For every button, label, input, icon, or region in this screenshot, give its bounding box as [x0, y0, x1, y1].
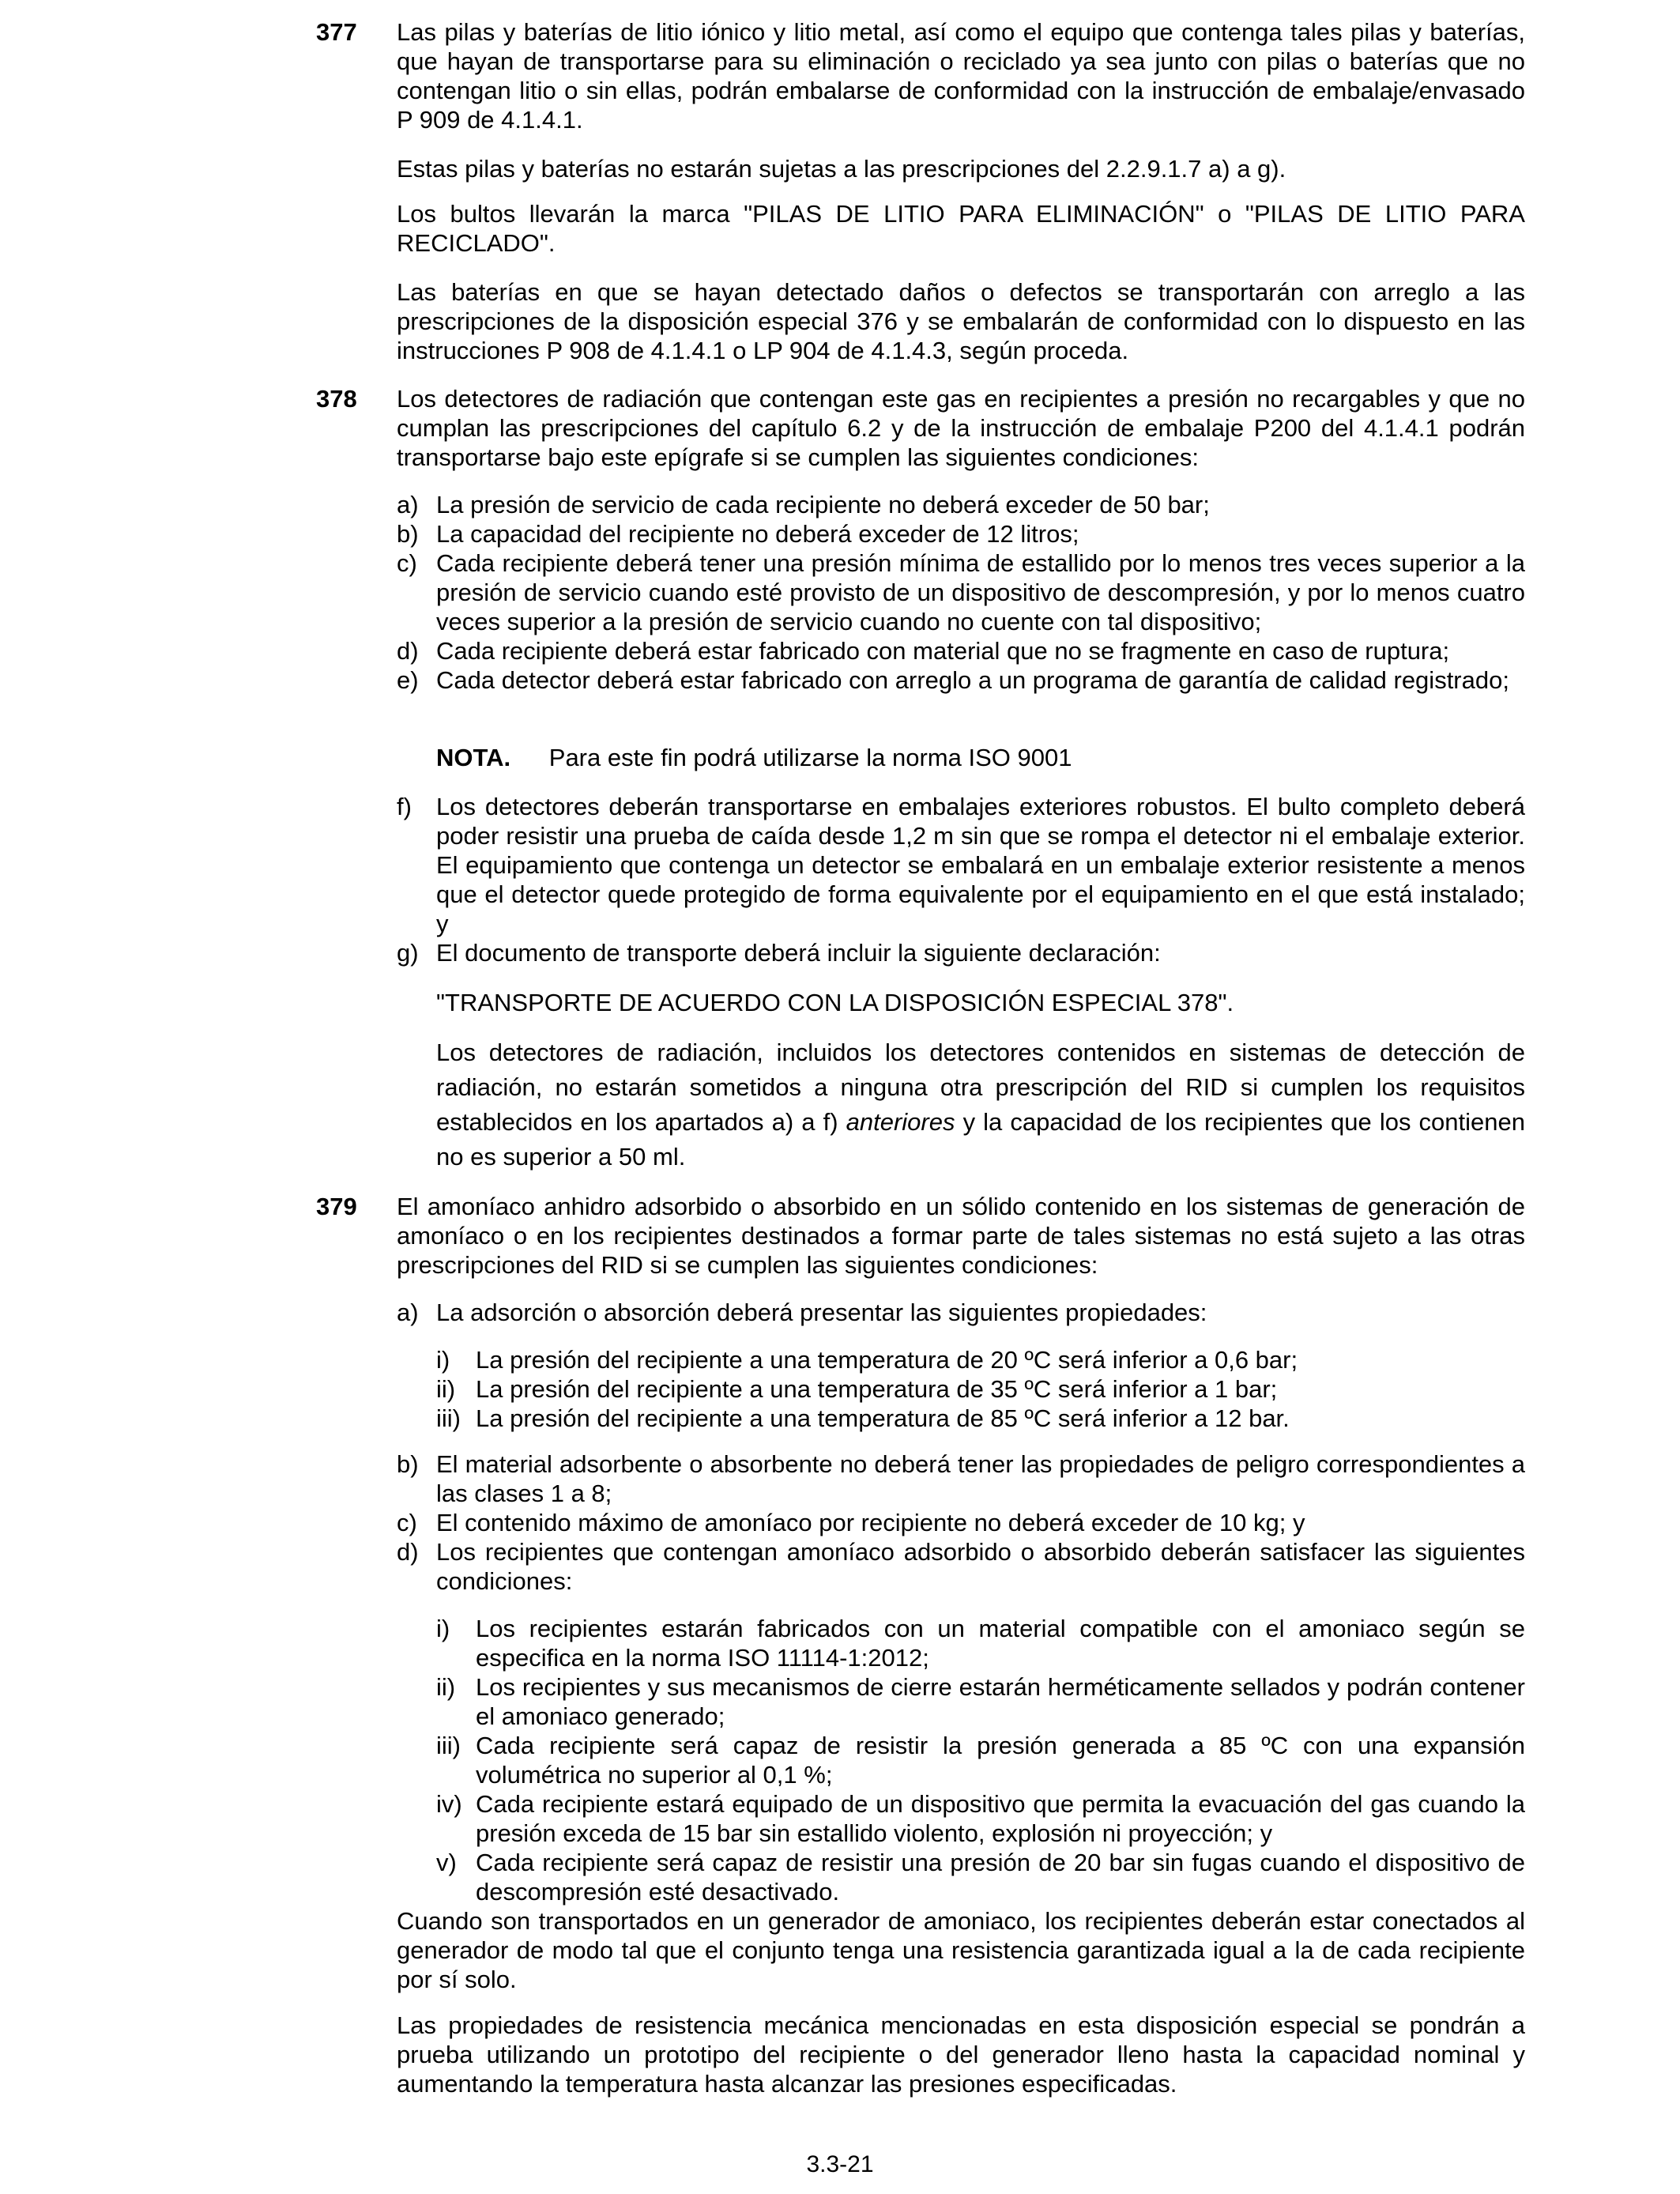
list-item-label: c) [397, 549, 417, 577]
list-item [397, 938, 1525, 967]
paragraph: Los bultos llevarán la marca "PILAS DE LITIO PARA ELIMINACIÓN" o "PILAS DE LITIO PARA RECICLADO". [397, 200, 1525, 257]
provision-378-list-2 [397, 792, 1525, 967]
closing-text: y la capacidad de los recipientes que los contienen no es superior a 50 ml. [436, 1108, 1525, 1171]
list-item [397, 1508, 1525, 1537]
list-item [397, 1449, 1525, 1508]
paragraph: El amoníaco anhidro adsorbido o absorbido en un sólido contenido en los sistemas de generación de amoníaco o en los recipientes destinados a formar parte de tales sistemas no está sujeto a las otras prescripciones del RID si se cumplen las siguientes condiciones: [397, 1193, 1525, 1279]
sub-list-item-text: La presión del recipiente a una temperatura de 35 ºC será inferior a 1 bar; [476, 1375, 1278, 1403]
sub-list-item [436, 1848, 1525, 1906]
provision-379-generator-paragraph [397, 1906, 1525, 1994]
provision-377-para-1 [397, 17, 1525, 134]
list-item [397, 1298, 1525, 1327]
list-item-text: La adsorción o absorción deberá presentar las siguientes propiedades: [436, 1299, 1207, 1326]
sub-list-item [436, 1374, 1525, 1404]
list-item-text: La presión de servicio de cada recipiente no deberá exceder de 50 bar; [436, 491, 1210, 518]
sub-list-item-label: ii) [436, 1375, 456, 1403]
closing-text: Los detectores de radiación, incluidos los detectores contenidos en sistemas de detección de radiación, no estarán sometidos a ninguna otra prescripción del RID si cumplen los requisitos establecidos en los apartados a) a f) [436, 1039, 1525, 1136]
sub-list-item-label: iii) [436, 1404, 461, 1432]
sub-list-item-label: i) [436, 1615, 450, 1642]
provision-377-para-3 [397, 199, 1525, 258]
list-item [397, 1537, 1525, 1596]
provision-379-d-sublist [436, 1614, 1525, 1906]
sub-list-item-text: Cada recipiente será capaz de resistir una presión de 20 bar sin fugas cuando el dispositivo de descompresión esté desactivado. [476, 1849, 1525, 1906]
paragraph: Los detectores de radiación que contengan este gas en recipientes a presión no recargables y que no cumplan las prescripciones del capítulo 6.2 y de la instrucción de embalaje P200 del 4.1.4.1 podrán transportarse bajo este epígrafe si se cumplen las siguientes condiciones: [397, 385, 1525, 471]
provision-379-final-paragraph [397, 2011, 1525, 2098]
list-item-text: Cada detector deberá estar fabricado con arreglo a un programa de garantía de calidad registrado; [436, 666, 1509, 694]
paragraph: Las baterías en que se hayan detectado daños o defectos se transportarán con arreglo a las prescripciones de la disposición especial 376 y se embalarán de conformidad con lo dispuesto en las instrucciones P 908 de 4.1.4.1 o LP 904 de 4.1.4.3, según proceda. [397, 278, 1525, 364]
sub-list-item-label: iv) [436, 1790, 462, 1818]
sub-list-item [436, 1789, 1525, 1848]
sub-list-item-label: v) [436, 1849, 457, 1876]
sub-list-item [436, 1345, 1525, 1374]
provision-number-377: 377 [316, 18, 357, 46]
provision-379-a-sublist [436, 1345, 1525, 1433]
sub-list-item [436, 1731, 1525, 1789]
provision-377-para-2 [397, 154, 1525, 183]
nota-label: NOTA. [436, 744, 511, 771]
list-item-label: d) [397, 1538, 419, 1566]
provision-379-intro [397, 1192, 1525, 1280]
list-item-text: La capacidad del recipiente no deberá exceder de 12 litros; [436, 520, 1079, 548]
sub-list-item [436, 1672, 1525, 1731]
provision-378-list-1 [397, 490, 1525, 695]
list-item-label: c) [397, 1509, 417, 1536]
list-item-text: Cada recipiente deberá estar fabricado con material que no se fragmente en caso de ruptura; [436, 637, 1450, 665]
declaration: "TRANSPORTE DE ACUERDO CON LA DISPOSICIÓN ESPECIAL 378". [436, 989, 1234, 1016]
list-item-text: Los recipientes que contengan amoníaco adsorbido o absorbido deberán satisfacer las siguientes condiciones: [436, 1538, 1525, 1595]
sub-list-item-label: iii) [436, 1732, 461, 1759]
provision-number-379: 379 [316, 1193, 357, 1220]
paragraph: Cuando son transportados en un generador de amoniaco, los recipientes deberán estar conectados al generador de modo tal que el conjunto tenga una resistencia garantizada igual a la de cada recipiente por sí solo. [397, 1907, 1525, 1993]
paragraph: Las pilas y baterías de litio iónico y litio metal, así como el equipo que contenga tales pilas y baterías, que hayan de transportarse para su eliminación o reciclado ya sea junto con pilas o baterías que no contengan litio o sin ellas, podrán embalarse de conformidad con la instrucción de embalaje/envasado P 909 de 4.1.4.1. [397, 18, 1525, 134]
list-item-text: El documento de transporte deberá incluir la siguiente declaración: [436, 939, 1161, 967]
provision-379-item-a [397, 1298, 1525, 1327]
paragraph: Estas pilas y baterías no estarán sujetas a las prescripciones del 2.2.9.1.7 a) a g). [397, 155, 1286, 183]
list-item-label: a) [397, 1299, 419, 1326]
list-item [397, 636, 1525, 665]
list-item-label: b) [397, 520, 419, 548]
sub-list-item-text: La presión del recipiente a una temperatura de 20 ºC será inferior a 0,6 bar; [476, 1346, 1298, 1374]
paragraph: Las propiedades de resistencia mecánica mencionadas en esta disposición especial se pondrán a prueba utilizando un prototipo del recipiente o del generador lleno hasta la capacidad nominal y aumentando la temperatura hasta alcanzar las presiones especificadas. [397, 2011, 1525, 2098]
sub-list-item-label: ii) [436, 1673, 456, 1701]
sub-list-item [436, 1614, 1525, 1672]
list-item-label: e) [397, 666, 419, 694]
list-item-label: a) [397, 491, 419, 518]
provision-number-378: 378 [316, 385, 357, 413]
list-item-text: Los detectores deberán transportarse en embalajes exteriores robustos. El bulto completo deberá poder resistir una prueba de caída desde 1,2 m sin que se rompa el detector ni el embalaje exterior. El equipamiento que contenga un detector se embalará en un embalaje exterior resistente a menos que el detector quede protegido de forma equivalente por el equipamiento en el que está instalado; y [436, 793, 1525, 937]
sub-list-item-text: Cada recipiente estará equipado de un dispositivo que permita la evacuación del gas cuando la presión exceda de 15 bar sin estallido violento, explosión ni proyección; y [476, 1790, 1525, 1847]
list-item-text: El contenido máximo de amoníaco por recipiente no deberá exceder de 10 kg; y [436, 1509, 1305, 1536]
provision-379-list [397, 1449, 1525, 1596]
closing-emphasis: anteriores [846, 1108, 955, 1136]
nota-text: Para este fin podrá utilizarse la norma ISO 9001 [548, 744, 1072, 771]
nota [436, 743, 1525, 772]
list-item-label: f) [397, 793, 412, 820]
list-item [397, 548, 1525, 636]
sub-list-item-text: Cada recipiente será capaz de resistir la presión generada a 85 ºC con una expansión volumétrica no superior al 0,1 %; [476, 1732, 1525, 1789]
list-item [397, 519, 1525, 548]
sub-list-item-text: La presión del recipiente a una temperatura de 85 ºC será inferior a 12 bar. [476, 1404, 1290, 1432]
sub-list-item [436, 1404, 1525, 1433]
list-item-label: d) [397, 637, 419, 665]
list-item [397, 665, 1525, 695]
list-item [397, 490, 1525, 519]
sub-list-item-text: Los recipientes estarán fabricados con un material compatible con el amoniaco según se especifica en la norma ISO 11114-1:2012; [476, 1615, 1525, 1672]
list-item-text: Cada recipiente deberá tener una presión mínima de estallido por lo menos tres veces superior a la presión de servicio cuando esté provisto de un dispositivo de descompresión, y por lo menos cuatro veces superior a la presión de servicio cuando no cuente con tal dispositivo; [436, 549, 1525, 635]
sub-list-item-text: Los recipientes y sus mecanismos de cierre estarán herméticamente sellados y podrán contener el amoniaco generado; [476, 1673, 1525, 1730]
list-item-label: b) [397, 1450, 419, 1478]
provision-377-para-4 [397, 277, 1525, 365]
list-item-label: g) [397, 939, 419, 967]
provision-378-intro [397, 384, 1525, 472]
page-number: 3.3-21 [806, 2151, 874, 2177]
list-item [397, 792, 1525, 938]
list-item-text: El material adsorbente o absorbente no deberá tener las propiedades de peligro correspondientes a las clases 1 a 8; [436, 1450, 1525, 1507]
provision-378-closing [436, 1035, 1525, 1174]
sub-list-item-label: i) [436, 1346, 450, 1374]
